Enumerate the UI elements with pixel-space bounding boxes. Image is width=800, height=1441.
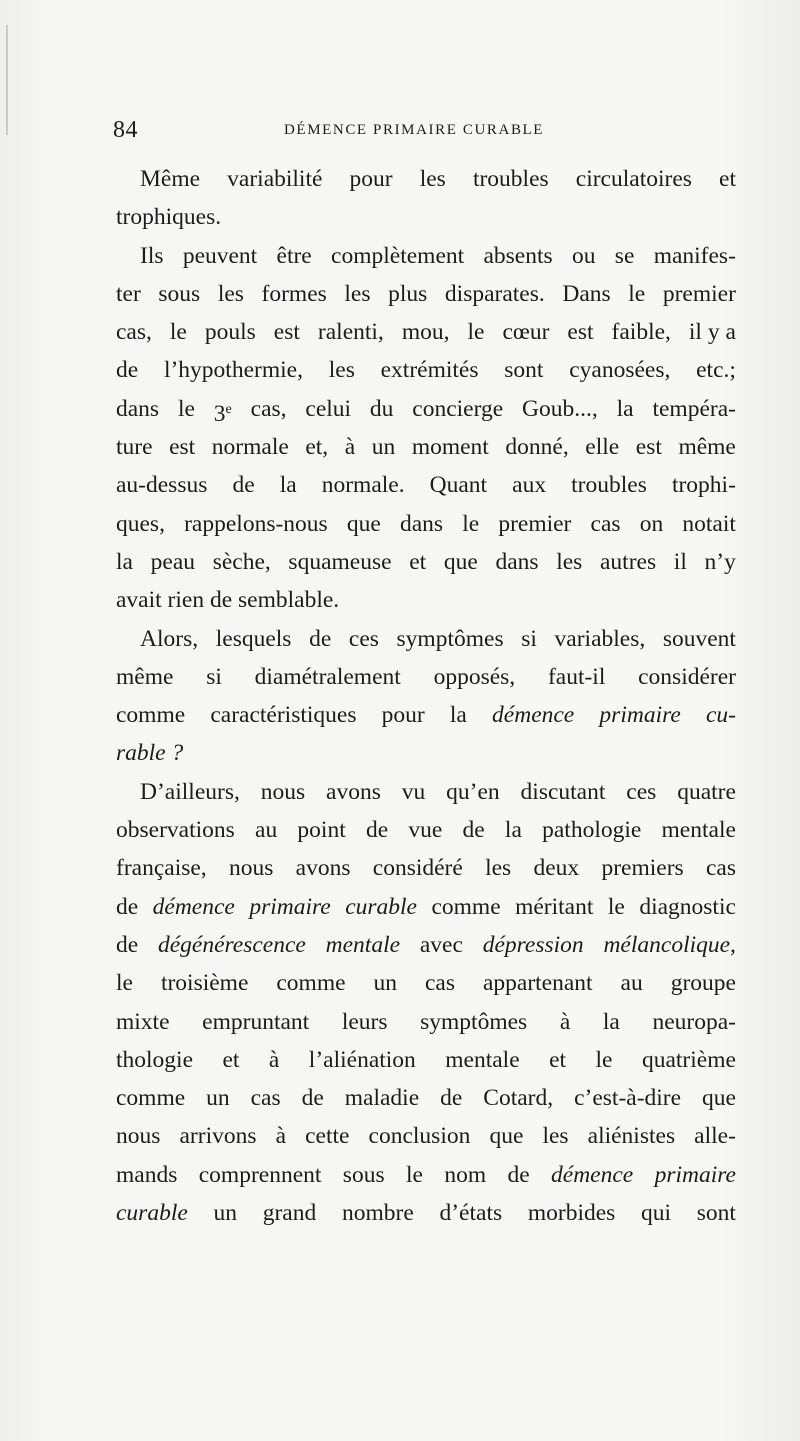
word: la bbox=[279, 472, 297, 499]
word: Cotard, bbox=[483, 1085, 554, 1112]
word: etc.; bbox=[696, 357, 736, 384]
word: lesquels bbox=[215, 625, 292, 652]
word: cœur bbox=[502, 319, 550, 346]
body-text bbox=[116, 160, 736, 1232]
word: moment bbox=[411, 434, 489, 461]
word: formes bbox=[261, 280, 327, 307]
word: considérer bbox=[638, 663, 736, 690]
word: squameuse bbox=[288, 548, 392, 575]
word: vu bbox=[401, 778, 426, 805]
word: cas bbox=[250, 1085, 281, 1112]
word: le bbox=[405, 1161, 423, 1188]
word: la bbox=[616, 395, 634, 422]
word: de bbox=[116, 357, 139, 384]
word: faible, bbox=[611, 319, 671, 346]
word: le bbox=[462, 510, 480, 537]
word: que bbox=[346, 510, 381, 537]
word: arrivons bbox=[179, 1123, 257, 1150]
word: l’hypothermie, bbox=[163, 357, 303, 384]
word: est bbox=[635, 434, 662, 461]
text-line bbox=[116, 1156, 736, 1194]
word: empruntant bbox=[202, 1008, 310, 1035]
word: concierge bbox=[412, 395, 504, 422]
word: nom bbox=[444, 1161, 487, 1188]
page-edge-mark bbox=[6, 25, 8, 135]
word: troisième bbox=[160, 970, 249, 997]
word: de bbox=[116, 931, 139, 958]
word: cas bbox=[590, 510, 621, 537]
word: autres bbox=[600, 548, 657, 575]
word: les bbox=[328, 357, 355, 384]
word: mou, bbox=[401, 319, 450, 346]
word: comme bbox=[116, 1085, 186, 1112]
word: est bbox=[273, 319, 300, 346]
word: au bbox=[255, 817, 278, 844]
word: et, bbox=[305, 434, 329, 461]
word: aux bbox=[512, 472, 547, 499]
word: avons bbox=[326, 778, 381, 805]
word: thologie bbox=[116, 1046, 194, 1073]
word: un bbox=[373, 970, 397, 997]
word: Même bbox=[140, 166, 201, 192]
word: ces bbox=[348, 625, 379, 652]
word: à bbox=[268, 1046, 280, 1073]
word: appartenant bbox=[482, 970, 593, 997]
word: diagnostic bbox=[639, 893, 736, 920]
word: observations bbox=[116, 817, 235, 844]
word: si bbox=[521, 625, 537, 652]
word: le bbox=[169, 319, 187, 346]
word: on bbox=[639, 510, 664, 537]
word: Ils bbox=[140, 242, 164, 269]
word: de bbox=[440, 1085, 463, 1112]
word: D’ailleurs, bbox=[140, 778, 240, 805]
word: nous bbox=[260, 778, 306, 805]
word: pouls bbox=[204, 319, 256, 346]
text-line bbox=[116, 428, 736, 466]
word: comprennent bbox=[198, 1161, 322, 1188]
word: de bbox=[301, 1085, 324, 1112]
text-line bbox=[116, 581, 736, 619]
text-line bbox=[116, 811, 736, 849]
text-line bbox=[116, 849, 736, 887]
page-header bbox=[113, 117, 753, 151]
word: tempéra- bbox=[652, 395, 736, 422]
word: il bbox=[673, 548, 687, 575]
word: normale bbox=[211, 434, 289, 461]
word: nous bbox=[228, 855, 274, 882]
word: absents bbox=[483, 242, 553, 269]
word: sous bbox=[342, 1161, 385, 1188]
italic-word: curable bbox=[116, 1200, 188, 1227]
word: même bbox=[678, 434, 736, 461]
italic-word: curable bbox=[345, 893, 417, 920]
word: du bbox=[369, 395, 394, 422]
running-title: DÉMENCE PRIMAIRE CURABLE bbox=[284, 122, 545, 138]
word: leurs bbox=[341, 1008, 388, 1035]
word: cas, bbox=[250, 395, 287, 422]
word: être bbox=[276, 242, 312, 269]
word: que bbox=[702, 1085, 736, 1112]
text-line bbox=[116, 926, 736, 964]
word: diamétralement bbox=[254, 663, 401, 690]
word: manifes- bbox=[653, 242, 736, 269]
word: quatrième bbox=[641, 1046, 736, 1073]
italic-word: dépression bbox=[482, 931, 584, 958]
word: de bbox=[462, 817, 485, 844]
word: ces bbox=[626, 778, 657, 805]
italic-word: primaire bbox=[654, 1161, 736, 1188]
word: cas bbox=[705, 855, 736, 882]
word: dans bbox=[495, 548, 539, 575]
word: la bbox=[602, 1008, 620, 1035]
italic-word: primaire bbox=[249, 893, 331, 920]
word: se bbox=[614, 242, 635, 269]
text-line bbox=[116, 658, 736, 696]
word: au-dessus bbox=[116, 472, 208, 499]
word: neuropa- bbox=[652, 1008, 736, 1035]
word: et bbox=[549, 1046, 567, 1073]
word: avec bbox=[419, 931, 463, 958]
italic-word: cu- bbox=[705, 702, 736, 729]
word: il y a bbox=[688, 319, 736, 346]
word: avait rien de semblable. bbox=[116, 587, 340, 614]
word: cas bbox=[424, 970, 455, 997]
word: n’y bbox=[704, 548, 736, 575]
word: variabilité bbox=[227, 166, 323, 192]
word: symptômes bbox=[420, 1008, 528, 1035]
word: ture bbox=[116, 434, 153, 461]
text-line bbox=[116, 734, 736, 772]
text-line bbox=[116, 198, 736, 236]
text-line bbox=[116, 160, 736, 198]
word: Alors, bbox=[140, 625, 199, 652]
word: les bbox=[344, 280, 371, 307]
word: Dans bbox=[562, 280, 611, 307]
text-line bbox=[116, 964, 736, 1002]
word: les bbox=[485, 855, 512, 882]
text-line bbox=[116, 466, 736, 504]
word: est bbox=[169, 434, 196, 461]
word: le bbox=[467, 319, 485, 346]
italic-word: mentale bbox=[325, 931, 401, 958]
word: morbides bbox=[527, 1200, 616, 1227]
word: premiers bbox=[601, 855, 684, 882]
word: de bbox=[507, 1161, 530, 1188]
word: les bbox=[419, 166, 446, 192]
word: pour bbox=[349, 166, 393, 192]
word: à bbox=[559, 1008, 571, 1035]
text-line bbox=[116, 390, 736, 428]
word: comme bbox=[276, 970, 346, 997]
italic-word: primaire bbox=[599, 702, 681, 729]
word: complètement bbox=[331, 242, 465, 269]
word: un bbox=[206, 1085, 230, 1112]
word: les bbox=[217, 280, 244, 307]
word: un bbox=[371, 434, 396, 461]
word: extrémités bbox=[380, 357, 479, 384]
italic-word: mélancolique, bbox=[603, 931, 736, 958]
word: à bbox=[275, 1123, 287, 1150]
word: ter bbox=[116, 280, 141, 307]
word: considéré bbox=[372, 855, 463, 882]
word: groupe bbox=[670, 970, 736, 997]
word: circulatoires bbox=[575, 166, 692, 192]
word: les bbox=[556, 548, 583, 575]
word: 3e bbox=[213, 400, 232, 427]
word: sont bbox=[504, 357, 544, 384]
word: sous bbox=[158, 280, 201, 307]
word: française, bbox=[116, 855, 207, 882]
word: troubles bbox=[571, 472, 647, 499]
word: elle bbox=[585, 434, 620, 461]
text-line bbox=[116, 620, 736, 658]
page-number: 84 bbox=[113, 117, 138, 143]
word: ques, bbox=[116, 510, 165, 537]
word: mands bbox=[116, 1161, 178, 1188]
word: mentale bbox=[661, 817, 736, 844]
word: même bbox=[116, 663, 174, 690]
word: qui bbox=[641, 1200, 672, 1227]
word: nous bbox=[116, 1123, 161, 1150]
word: que bbox=[489, 1123, 524, 1150]
word: le bbox=[116, 970, 133, 997]
word: discutant bbox=[520, 778, 606, 805]
word: opposés, bbox=[433, 663, 516, 690]
word: comme bbox=[431, 893, 501, 920]
word: méritant bbox=[515, 893, 594, 920]
word: et bbox=[409, 548, 427, 575]
word: pour bbox=[381, 702, 425, 729]
text-line bbox=[116, 275, 736, 313]
word: l’aliénation bbox=[308, 1046, 416, 1073]
word: celui bbox=[305, 395, 352, 422]
text-line bbox=[116, 351, 736, 389]
word: de bbox=[232, 472, 255, 499]
word: de bbox=[309, 625, 332, 652]
text-line bbox=[116, 1117, 736, 1155]
word: sont bbox=[696, 1200, 736, 1227]
italic-word: dégénérescence bbox=[157, 931, 306, 958]
word: troubles bbox=[472, 166, 549, 192]
word: à bbox=[344, 434, 356, 461]
word: ralenti, bbox=[317, 319, 384, 346]
text-line bbox=[116, 1079, 736, 1117]
word: au bbox=[620, 970, 643, 997]
text-line bbox=[116, 505, 736, 543]
word: Goub..., bbox=[522, 395, 598, 422]
italic-word: démence bbox=[152, 893, 235, 920]
word: normale. bbox=[321, 472, 405, 499]
text-line bbox=[116, 1194, 736, 1232]
word: le bbox=[595, 1046, 613, 1073]
word: peau bbox=[150, 548, 196, 575]
word: cette bbox=[305, 1123, 350, 1150]
word: trophi- bbox=[671, 472, 736, 499]
word: deux bbox=[533, 855, 580, 882]
word: et bbox=[222, 1046, 240, 1073]
word: faut-il bbox=[547, 663, 606, 690]
word: conclusion bbox=[368, 1123, 471, 1150]
word: trophiques. bbox=[116, 204, 222, 231]
word: donné, bbox=[505, 434, 569, 461]
italic-word: rable ? bbox=[116, 740, 184, 767]
word: notait bbox=[682, 510, 736, 537]
text-line bbox=[116, 773, 736, 811]
word: un bbox=[213, 1200, 238, 1227]
word: qu’en bbox=[446, 778, 500, 805]
word: comme bbox=[116, 702, 186, 729]
word: alle- bbox=[694, 1123, 736, 1150]
text-line bbox=[116, 543, 736, 581]
word: la bbox=[504, 817, 522, 844]
word: cas, bbox=[116, 319, 152, 346]
word: si bbox=[206, 663, 222, 690]
word: le bbox=[628, 280, 646, 307]
word: aliénistes bbox=[587, 1123, 676, 1150]
word: de bbox=[365, 817, 389, 844]
word: rappelons-nous bbox=[184, 510, 328, 537]
word: avons bbox=[295, 855, 351, 882]
text-line bbox=[116, 237, 736, 275]
text-line bbox=[116, 888, 736, 926]
word: et bbox=[719, 166, 736, 192]
text-line bbox=[116, 696, 736, 734]
word: Quant bbox=[429, 472, 488, 499]
word: peuvent bbox=[182, 242, 258, 269]
text-line bbox=[116, 1003, 736, 1041]
word: d’états bbox=[439, 1200, 503, 1227]
text-line bbox=[116, 1041, 736, 1079]
word: sèche, bbox=[212, 548, 271, 575]
word: quatre bbox=[677, 778, 736, 805]
italic-word: démence bbox=[551, 1161, 634, 1188]
word: le bbox=[607, 893, 625, 920]
word: nombre bbox=[341, 1200, 414, 1227]
word: la bbox=[116, 548, 133, 575]
word: point bbox=[297, 817, 346, 844]
word: mixte bbox=[116, 1008, 170, 1035]
word: cyanosées, bbox=[569, 357, 671, 384]
word: premier bbox=[498, 510, 572, 537]
word: mentale bbox=[445, 1046, 520, 1073]
text-line bbox=[116, 313, 736, 351]
word: la bbox=[449, 702, 467, 729]
word: que bbox=[443, 548, 478, 575]
word: le bbox=[177, 395, 195, 422]
word: pathologie bbox=[542, 817, 642, 844]
word: premier bbox=[662, 280, 736, 307]
word: souvent bbox=[662, 625, 736, 652]
word: grand bbox=[262, 1200, 317, 1227]
word: ou bbox=[571, 242, 596, 269]
word: c’est-à-dire bbox=[574, 1085, 682, 1112]
word: vue bbox=[408, 817, 443, 844]
word: variables, bbox=[554, 625, 646, 652]
word: symptômes bbox=[396, 625, 504, 652]
word: est bbox=[567, 319, 594, 346]
word: les bbox=[542, 1123, 569, 1150]
word: dans bbox=[116, 395, 160, 422]
word: plus bbox=[388, 280, 428, 307]
word: de bbox=[116, 893, 139, 920]
word: disparates. bbox=[444, 280, 545, 307]
word: maladie bbox=[344, 1085, 420, 1112]
italic-word: démence bbox=[492, 702, 575, 729]
word: caractéristiques bbox=[210, 702, 357, 729]
word: dans bbox=[399, 510, 444, 537]
